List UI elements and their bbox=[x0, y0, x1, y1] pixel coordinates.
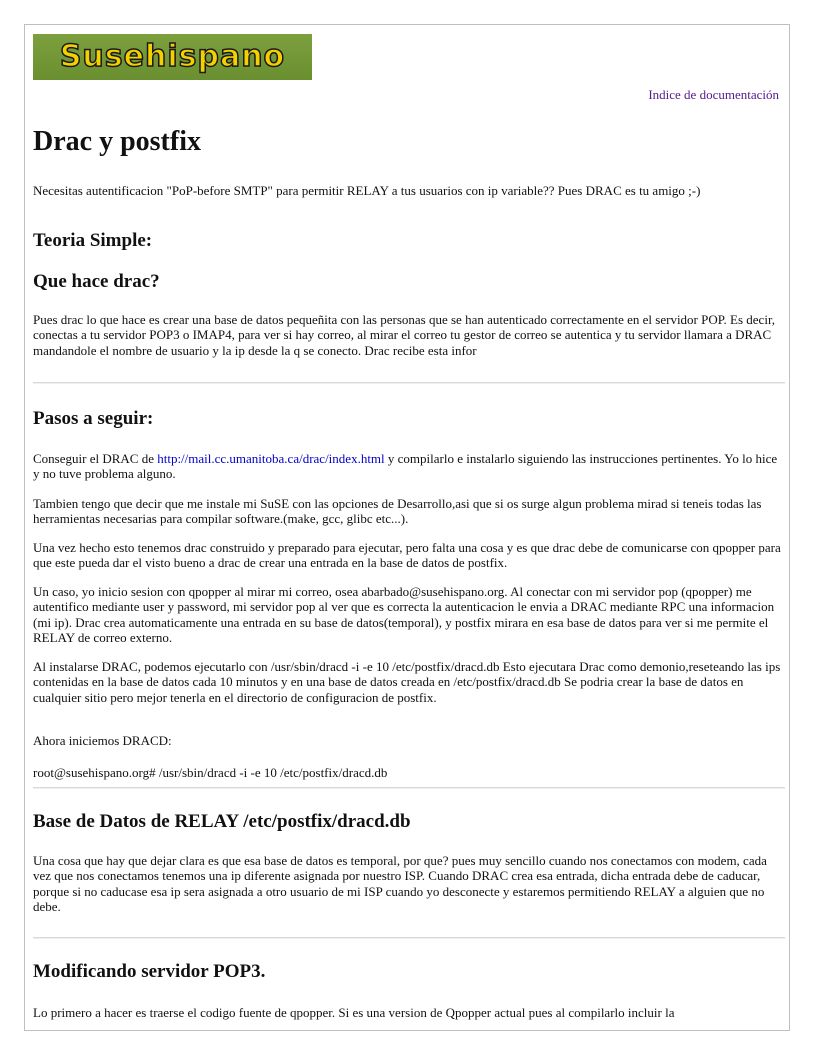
heading-teoria-simple: Teoria Simple: bbox=[33, 230, 153, 251]
heading-pasos-a-seguir: Pasos a seguir: bbox=[33, 408, 154, 429]
pasos-p1-after: y compilarlo e instalarlo siguiendo las instrucciones pertinentes. Yo lo hice y no tuve problema alguno. bbox=[33, 451, 778, 482]
section-divider bbox=[33, 382, 785, 384]
que-hace-paragraph: Pues drac lo que hace es crear una base de datos pequeñita con las personas que se han autenticado correctamente en el servidor POP. Es decir, conectas a tu servidor POP3 o IMAP4, para ver si hay correo, al mirar el correo tu gestor de correo se autentica y tu servidor llamara a DRAC mandandole el nombre de usuario y la ip desde la q se conecto. Drac recibe esta infor bbox=[33, 312, 775, 358]
pasos-paragraph-6: Ahora iniciemos DRACD: bbox=[33, 733, 172, 748]
dracd-command: root@susehispano.org# /usr/sbin/dracd -i -e 10 /etc/postfix/dracd.db bbox=[33, 765, 388, 780]
pasos-paragraph-4: Un caso, yo inicio sesion con qpopper al mirar mi correo, osea abarbado@susehispano.org. Al conectar con mi servidor pop (qpopper) me autentifico mediante user y password, mi servidor pop al ver que es correcta la autenticacion le envia a DRAC mediante RPC una informacion (mi ip). Drac crea automaticamente una entrada en su base de datos(temporal), y postfix mirara en esa base de datos para ver si me permite el RELAY de correo externo. bbox=[33, 584, 775, 645]
pasos-paragraph-3: Una vez hecho esto tenemos drac construido y preparado para ejecutar, pero falta una cosa y es que drac debe de comunicarse con qpopper para que este pueda dar el visto bueno a drac de crear una entrada en la base de datos de postfix. bbox=[33, 540, 781, 571]
base-datos-paragraph: Una cosa que hay que dejar clara es que esa base de datos es temporal, por que? pues muy sencillo cuando nos conectamos con modem, cada vez que nos conectamos tenemos una ip diferente asignada por nuestro ISP. Cuando DRAC crea esa entrada, dicha entrada debe de caducar, porque si no caducase esa ip sera asignada a otro usuario de mi ISP cuando yo desconecte y estaremos permitiendo RELAY a alguien que no debe. bbox=[33, 853, 767, 914]
intro-paragraph: Necesitas autentificacion "PoP-before SMTP" para permitir RELAY a tus usuarios con ip variable?? Pues DRAC es tu amigo ;-) bbox=[33, 183, 701, 198]
logo-text: Susehispano bbox=[59, 39, 286, 74]
section-divider bbox=[33, 787, 785, 789]
page-frame bbox=[24, 24, 790, 1031]
pasos-paragraph-1 bbox=[33, 451, 785, 482]
heading-modificando-pop3: Modificando servidor POP3. bbox=[33, 961, 266, 982]
page-title: Drac y postfix bbox=[33, 126, 201, 157]
pasos-paragraph-2: Tambien tengo que decir que me instale mi SuSE con las opciones de Desarrollo,asi que si os surge algun problema mirad si teneis todas las herramientas necesarias para compilar software.(make, gcc, glibc etc...). bbox=[33, 496, 762, 527]
pasos-p1-before: Conseguir el DRAC de bbox=[33, 451, 158, 466]
susehispano-logo[interactable] bbox=[33, 34, 312, 80]
drac-download-link[interactable]: http://mail.cc.umanitoba.ca/drac/index.html bbox=[157, 451, 385, 466]
heading-que-hace-drac: Que hace drac? bbox=[33, 271, 160, 292]
doc-index-link[interactable]: Indice de documentación bbox=[648, 87, 779, 102]
heading-base-de-datos: Base de Datos de RELAY /etc/postfix/dracd.db bbox=[33, 811, 411, 832]
pop3-paragraph: Lo primero a hacer es traerse el codigo fuente de qpopper. Si es una version de Qpopper actual pues al compilarlo incluir la bbox=[33, 1005, 675, 1020]
section-divider bbox=[33, 937, 785, 939]
pasos-paragraph-5: Al instalarse DRAC, podemos ejecutarlo con /usr/sbin/dracd -i -e 10 /etc/postfix/dracd.db Esto ejecutara Drac como demonio,reseteando las ips contenidas en la base de datos cada 10 minutos y en una base de datos creada en /etc/postfix/dracd.db Se podria crear la base de datos en cualquier sitio pero mejor tenerla en el directorio de configuracion de postfix. bbox=[33, 659, 781, 705]
